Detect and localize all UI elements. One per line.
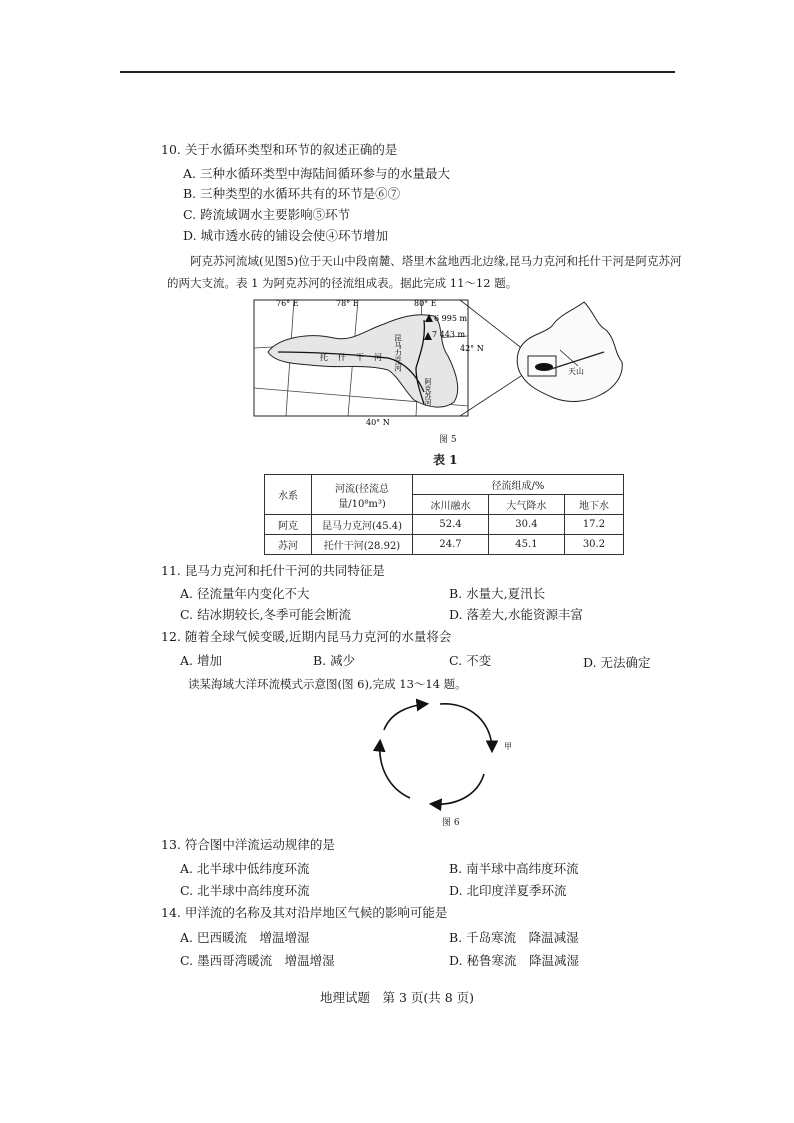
lon-76-label: 76° E [276, 299, 299, 308]
intro-ocean: 读某海域大洋环流模式示意图(图 6),完成 13～14 题。 [188, 677, 467, 691]
q14-option-a[interactable]: A. 巴西暖流 增温增湿 [180, 930, 310, 945]
ground-cell: 17.2 [564, 515, 623, 535]
current-west-arc [380, 742, 410, 798]
figure5-caption: 图 5 [439, 435, 457, 445]
q11-option-d[interactable]: D. 落差大,水能资源丰富 [449, 607, 583, 622]
runoff-table [264, 474, 624, 555]
q13-option-d[interactable]: D. 北印度洋夏季环流 [449, 883, 567, 898]
q12-stem: 12. 随着全球气候变暖,近期内昆马力克河的水量将会 [161, 629, 452, 644]
q11-option-a[interactable]: A. 径流量年内变化不大 [180, 586, 310, 601]
intro-aksu-line1: 阿克苏河流域(见图5)位于天山中段南麓、塔里木盆地西北边缘,昆马力克河和托什干河是阿克苏河 [190, 254, 682, 268]
q13-stem: 13. 符合图中洋流运动规律的是 [161, 837, 335, 852]
q13-option-a[interactable]: A. 北半球中低纬度环流 [180, 861, 310, 876]
rain-cell: 45.1 [488, 535, 564, 555]
header-rule [120, 71, 675, 73]
figure6-caption: 图 6 [442, 818, 460, 828]
ground-cell: 30.2 [564, 535, 623, 555]
river-aksu-label: 阿克苏河 [424, 378, 432, 406]
table-header-row [265, 475, 624, 495]
q11-option-c[interactable]: C. 结冰期较长,冬季可能会断流 [180, 607, 352, 622]
q13-option-b[interactable]: B. 南半球中高纬度环流 [449, 861, 579, 876]
q14-option-d[interactable]: D. 秘鲁寒流 降温减湿 [449, 953, 580, 968]
header-glacier: 冰川融水 [413, 495, 489, 515]
header-river: 河流(径流总量/10⁸m³) [312, 475, 413, 515]
q10-option-c[interactable]: C. 跨流域调水主要影响⑤环节 [183, 207, 351, 222]
rain-cell: 30.4 [488, 515, 564, 535]
q14-stem: 14. 甲洋流的名称及其对沿岸地区气候的影响可能是 [161, 905, 448, 920]
q12-option-a[interactable]: A. 增加 [180, 653, 222, 668]
q14-option-b[interactable]: B. 千岛寒流 降温减湿 [449, 930, 579, 945]
system-cell-2: 苏河 [265, 535, 312, 555]
q14-option-c[interactable]: C. 墨西哥湾暖流 增温增湿 [180, 953, 335, 968]
q10-option-d[interactable]: D. 城市透水砖的铺设会使④环节增加 [183, 228, 389, 243]
header-composition: 径流组成/% [413, 475, 624, 495]
peak2-label: 7 443 m [432, 330, 466, 339]
header-ground: 地下水 [564, 495, 623, 515]
table1-title: 表 1 [433, 453, 458, 467]
glacier-cell: 52.4 [413, 515, 489, 535]
xinjiang-inset-outline [517, 302, 622, 401]
lon-78-label: 78° E [336, 299, 359, 308]
q12-option-d[interactable]: D. 无法确定 [583, 655, 651, 670]
q11-stem: 11. 昆马力克河和托什干河的共同特征是 [161, 563, 385, 578]
q10-option-a[interactable]: A. 三种水循环类型中海陆间循环参与的水量最大 [183, 166, 450, 181]
header-system: 水系 [265, 475, 312, 515]
river-cell: 托什干河(28.92) [312, 535, 413, 555]
glacier-cell: 24.7 [413, 535, 489, 555]
page-footer: 地理试题 第 3 页(共 8 页) [319, 990, 475, 1005]
lon-80-label: 80° E [414, 299, 437, 308]
q10-stem: 10. 关于水循环类型和环节的叙述正确的是 [161, 142, 398, 157]
lat-42-label: 42° N [460, 344, 484, 353]
q12-option-b[interactable]: B. 减少 [313, 653, 356, 668]
inset-connector-bottom [460, 374, 524, 416]
tianshan-label: 天山 [568, 367, 584, 376]
current-north-arc [384, 704, 426, 730]
figure6-gyre [370, 696, 520, 816]
q12-option-c[interactable]: C. 不变 [449, 653, 492, 668]
system-cell-1: 阿克 [265, 515, 312, 535]
q13-option-c[interactable]: C. 北半球中高纬度环流 [180, 883, 310, 898]
peak1-label: 6 995 m [434, 314, 468, 323]
inset-connector-top [460, 300, 524, 350]
river-cell: 昆马力克河(45.4) [312, 515, 413, 535]
table-row [265, 515, 624, 535]
current-east-arc [440, 704, 492, 750]
table-row [265, 535, 624, 555]
current-jia-label: 甲 [504, 742, 512, 751]
river-tuoshigan-label: 托什干河 [320, 353, 392, 362]
header-rain: 大气降水 [488, 495, 564, 515]
q11-option-b[interactable]: B. 水量大,夏汛长 [449, 586, 546, 601]
current-south-arc [432, 774, 484, 804]
q10-option-b[interactable]: B. 三种类型的水循环共有的环节是⑥⑦ [183, 186, 401, 201]
figure5-map [248, 294, 628, 430]
intro-aksu-line2: 的两大支流。表 1 为阿克苏河的径流组成表。据此完成 11～12 题。 [167, 276, 518, 290]
lat-40-label: 40° N [366, 418, 390, 427]
river-kunmalike-label: 昆马力克河 [393, 334, 403, 372]
